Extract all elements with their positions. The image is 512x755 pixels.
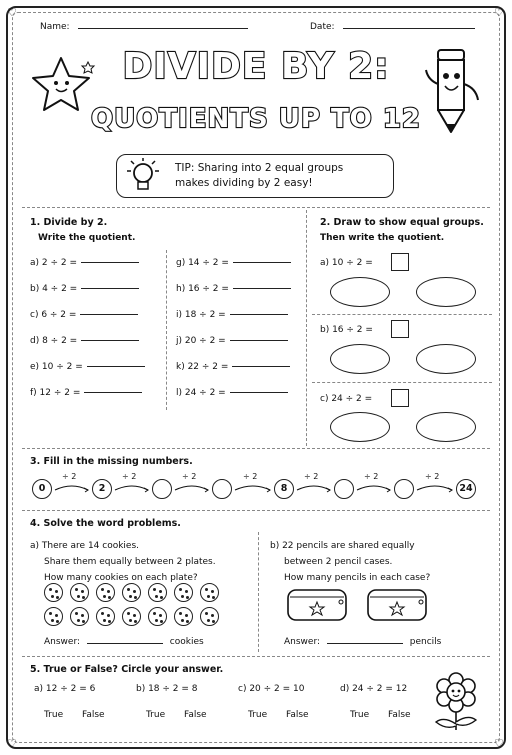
answer-blank[interactable] bbox=[230, 340, 288, 341]
divider bbox=[22, 656, 490, 657]
division-item bbox=[176, 258, 291, 284]
star-mascot-icon bbox=[26, 54, 96, 114]
problem-b-answer-row bbox=[284, 637, 441, 647]
divider bbox=[312, 314, 492, 315]
true-false-statement: b) 18 ÷ 2 = 8 bbox=[136, 684, 198, 694]
division-expression: k) 22 ÷ 2 = bbox=[176, 362, 229, 372]
answer-blank[interactable] bbox=[84, 392, 142, 393]
answer-field[interactable] bbox=[327, 643, 403, 644]
arrow-icon bbox=[356, 483, 392, 493]
divider bbox=[258, 532, 259, 652]
answer-blank[interactable] bbox=[81, 262, 139, 263]
division-item bbox=[176, 310, 291, 336]
problem-a-line2: Share them equally between 2 plates. bbox=[44, 557, 216, 567]
answer-blank[interactable] bbox=[80, 314, 138, 315]
division-item bbox=[30, 388, 145, 414]
blank-number-circle[interactable] bbox=[152, 479, 172, 499]
cookie-icon bbox=[122, 583, 141, 602]
cookie-icon bbox=[200, 583, 219, 602]
problem-b-line2: between 2 pencil cases. bbox=[284, 557, 393, 567]
answer-label: Answer: bbox=[44, 637, 81, 647]
tip-text: TIP: Sharing into 2 equal groups makes dividing by 2 easy! bbox=[175, 162, 344, 189]
heart-icon: ♡ bbox=[7, 737, 17, 750]
date-label: Date: bbox=[310, 22, 335, 32]
section1-right-column bbox=[176, 258, 291, 414]
problem-a-line1: a) There are 14 cookies. bbox=[30, 541, 140, 551]
false-option[interactable]: False bbox=[82, 710, 105, 720]
division-expression: g) 14 ÷ 2 = bbox=[176, 258, 229, 268]
problem-a-text bbox=[30, 538, 216, 586]
answer-field[interactable] bbox=[87, 643, 163, 644]
step-label: ÷ 2 bbox=[122, 472, 137, 481]
cookie-icon bbox=[70, 583, 89, 602]
answer-blank[interactable] bbox=[81, 288, 139, 289]
false-option[interactable]: False bbox=[184, 710, 207, 720]
group-oval[interactable] bbox=[330, 412, 390, 442]
blank-number-circle[interactable] bbox=[394, 479, 414, 499]
division-expression: e) 10 ÷ 2 = bbox=[30, 362, 83, 372]
group-oval[interactable] bbox=[416, 344, 476, 374]
step-label: ÷ 2 bbox=[182, 472, 197, 481]
division-expression: l) 24 ÷ 2 = bbox=[176, 388, 226, 398]
divider bbox=[22, 510, 490, 511]
problem-a-line3: How many cookies on each plate? bbox=[44, 573, 198, 583]
section3-heading: 3. Fill in the missing numbers. bbox=[30, 456, 193, 467]
section2-item-a: a) 10 ÷ 2 = bbox=[320, 258, 373, 268]
answer-blank[interactable] bbox=[232, 366, 290, 367]
answer-label: Answer: bbox=[284, 637, 321, 647]
group-oval[interactable] bbox=[330, 344, 390, 374]
step-label: ÷ 2 bbox=[62, 472, 77, 481]
number-circle: 8 bbox=[274, 479, 294, 499]
false-option[interactable]: False bbox=[286, 710, 309, 720]
name-label: Name: bbox=[40, 22, 70, 32]
answer-blank[interactable] bbox=[87, 366, 145, 367]
division-item bbox=[30, 258, 145, 284]
group-oval[interactable] bbox=[416, 412, 476, 442]
lightbulb-icon bbox=[123, 157, 163, 195]
answer-blank[interactable] bbox=[230, 392, 288, 393]
blank-number-circle[interactable] bbox=[212, 479, 232, 499]
name-field[interactable] bbox=[78, 28, 248, 29]
section1-heading: 1. Divide by 2. bbox=[30, 217, 108, 228]
pencil-case-icon bbox=[286, 586, 348, 622]
heart-icon: ♡ bbox=[494, 6, 504, 19]
page-title: DIVIDE BY 2: bbox=[122, 46, 390, 87]
division-expression: d) 8 ÷ 2 = bbox=[30, 336, 78, 346]
answer-blank[interactable] bbox=[233, 262, 291, 263]
cookie-icon bbox=[200, 607, 219, 626]
answer-box[interactable] bbox=[391, 253, 409, 271]
division-item bbox=[30, 310, 145, 336]
division-item bbox=[30, 362, 145, 388]
section2-item-b: b) 16 ÷ 2 = bbox=[320, 325, 373, 335]
answer-box[interactable] bbox=[391, 389, 409, 407]
cookie-icon bbox=[70, 607, 89, 626]
heart-icon: ♡ bbox=[7, 6, 17, 19]
section5-heading: 5. True or False? Circle your answer. bbox=[30, 664, 224, 675]
page-subtitle: QUOTIENTS UP TO 12 bbox=[90, 104, 422, 134]
division-item bbox=[30, 284, 145, 310]
cookie-icon bbox=[122, 607, 141, 626]
division-item bbox=[176, 284, 291, 310]
arrow-icon bbox=[416, 483, 454, 493]
cookie-icon bbox=[44, 607, 63, 626]
arrow-icon bbox=[296, 483, 332, 493]
false-option[interactable]: False bbox=[388, 710, 411, 720]
pencil-case-icon bbox=[366, 586, 428, 622]
arrow-icon bbox=[54, 483, 90, 493]
division-item bbox=[176, 336, 291, 362]
division-expression: a) 2 ÷ 2 = bbox=[30, 258, 78, 268]
blank-number-circle[interactable] bbox=[334, 479, 354, 499]
division-expression: b) 4 ÷ 2 = bbox=[30, 284, 78, 294]
step-label: ÷ 2 bbox=[425, 472, 440, 481]
division-item bbox=[176, 388, 291, 414]
name-row bbox=[40, 22, 248, 32]
division-expression: i) 18 ÷ 2 = bbox=[176, 310, 226, 320]
heart-icon: ♡ bbox=[494, 737, 504, 750]
problem-a-answer-row bbox=[44, 637, 204, 647]
problem-b-line1: b) 22 pencils are shared equally bbox=[270, 541, 415, 551]
answer-unit: cookies bbox=[169, 637, 204, 647]
section2-item-c: c) 24 ÷ 2 = bbox=[320, 394, 373, 404]
problem-b-line3: How many pencils in each case? bbox=[284, 573, 431, 583]
division-item bbox=[30, 336, 145, 362]
group-oval[interactable] bbox=[416, 277, 476, 307]
division-expression: j) 20 ÷ 2 = bbox=[176, 336, 226, 346]
divider bbox=[22, 448, 490, 449]
section2-heading: 2. Draw to show equal groups. bbox=[320, 217, 484, 228]
pencil-mascot-icon bbox=[420, 44, 484, 136]
section4-heading: 4. Solve the word problems. bbox=[30, 518, 181, 529]
arrow-icon bbox=[234, 483, 272, 493]
cookie-icon bbox=[174, 583, 193, 602]
flower-icon bbox=[428, 672, 484, 732]
group-oval[interactable] bbox=[330, 277, 390, 307]
problem-b-text bbox=[270, 538, 430, 586]
cookie-icon bbox=[174, 607, 193, 626]
arrow-icon bbox=[114, 483, 150, 493]
cookie-icon bbox=[44, 583, 63, 602]
number-circle: 24 bbox=[456, 479, 476, 499]
answer-blank[interactable] bbox=[233, 288, 291, 289]
cookie-icon bbox=[96, 583, 115, 602]
divider bbox=[166, 250, 167, 410]
step-label: ÷ 2 bbox=[243, 472, 258, 481]
step-label: ÷ 2 bbox=[304, 472, 319, 481]
division-item bbox=[176, 362, 291, 388]
divider bbox=[306, 210, 307, 446]
true-false-statement: c) 20 ÷ 2 = 10 bbox=[238, 684, 305, 694]
cookie-icon bbox=[96, 607, 115, 626]
answer-box[interactable] bbox=[391, 320, 409, 338]
divider bbox=[22, 207, 490, 208]
date-row bbox=[310, 22, 475, 32]
section2-sub: Then write the quotient. bbox=[320, 233, 445, 243]
true-option[interactable]: True bbox=[146, 710, 166, 720]
cookie-icon bbox=[148, 583, 167, 602]
date-field[interactable] bbox=[343, 28, 475, 29]
answer-unit: pencils bbox=[409, 637, 442, 647]
true-option[interactable]: True bbox=[44, 710, 64, 720]
division-expression: f) 12 ÷ 2 = bbox=[30, 388, 81, 398]
true-false-statement: d) 24 ÷ 2 = 12 bbox=[340, 684, 408, 694]
number-circle: 0 bbox=[32, 479, 52, 499]
division-expression: c) 6 ÷ 2 = bbox=[30, 310, 77, 320]
true-false-statement: a) 12 ÷ 2 = 6 bbox=[34, 684, 96, 694]
section1-sub: Write the quotient. bbox=[38, 233, 136, 243]
section1-left-column bbox=[30, 258, 145, 414]
true-option[interactable]: True bbox=[350, 710, 370, 720]
answer-blank[interactable] bbox=[81, 340, 139, 341]
cookie-icon bbox=[148, 607, 167, 626]
division-expression: h) 16 ÷ 2 = bbox=[176, 284, 229, 294]
divider bbox=[312, 382, 492, 383]
answer-blank[interactable] bbox=[230, 314, 288, 315]
arrow-icon bbox=[174, 483, 210, 493]
true-option[interactable]: True bbox=[248, 710, 268, 720]
tip-box bbox=[116, 154, 394, 198]
step-label: ÷ 2 bbox=[364, 472, 379, 481]
number-circle: 2 bbox=[92, 479, 112, 499]
